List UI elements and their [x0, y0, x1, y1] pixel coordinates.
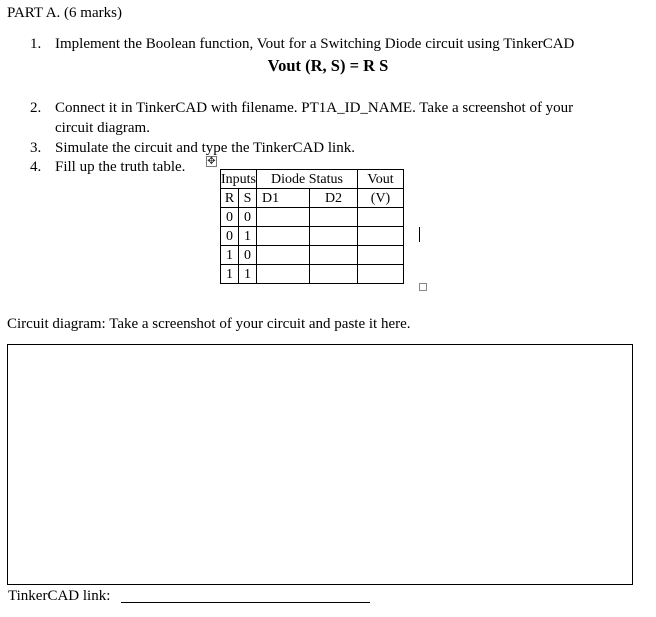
s-cell: 0: [239, 208, 257, 227]
r-header: R: [221, 189, 239, 208]
d2-cell[interactable]: [310, 246, 358, 265]
table-row: [221, 246, 404, 265]
text-cursor: [419, 227, 420, 242]
r-cell: 0: [221, 208, 239, 227]
task-text: Implement the Boolean function, Vout for a Switching Diode circuit using TinkerCAD: [55, 36, 575, 52]
task-number: 3.: [30, 140, 42, 156]
diode-status-header: Diode Status: [257, 170, 358, 189]
table-row: [221, 227, 404, 246]
r-cell: 1: [221, 246, 239, 265]
s-header: S: [239, 189, 257, 208]
circuit-paste-area[interactable]: [7, 344, 633, 585]
task-item-1: [0, 36, 656, 56]
table-header-row: [221, 170, 404, 189]
part-title: PART A. (6 marks): [7, 5, 122, 21]
table-resize-handle[interactable]: [419, 283, 427, 291]
d2-cell[interactable]: [310, 227, 358, 246]
task-text: Fill up the truth table.: [55, 159, 186, 175]
tinkercad-link-field[interactable]: [121, 602, 370, 603]
s-cell: 1: [239, 265, 257, 284]
vout-unit-header: (V): [358, 189, 404, 208]
vout-cell[interactable]: [358, 227, 404, 246]
table-subheader-row: [221, 189, 404, 208]
vout-cell[interactable]: [358, 246, 404, 265]
s-cell: 1: [239, 227, 257, 246]
d1-cell[interactable]: [257, 265, 310, 284]
task-text-line2: circuit diagram.: [55, 120, 150, 136]
d1-header: D1: [257, 189, 310, 208]
d1-cell[interactable]: [257, 246, 310, 265]
r-cell: 1: [221, 265, 239, 284]
task-text: Simulate the circuit and type the TinkerCAD link.: [55, 140, 355, 156]
table-row: [221, 265, 404, 284]
boolean-formula: Vout (R, S) = R S: [267, 56, 389, 75]
circuit-diagram-label: Circuit diagram: Take a screenshot of your circuit and paste it here.: [7, 316, 411, 332]
inputs-header: Inputs: [221, 171, 256, 187]
d2-header: D2: [310, 189, 358, 208]
task-number: 4.: [30, 159, 42, 175]
d2-cell[interactable]: [310, 265, 358, 284]
task-text-line1: Connect it in TinkerCAD with filename. PT1A_ID_NAME. Take a screenshot of your: [55, 100, 574, 116]
vout-header: Vout: [358, 170, 404, 189]
task-number: 1.: [30, 36, 42, 52]
move-handle-icon[interactable]: ✥: [207, 156, 216, 167]
truth-table: [220, 169, 404, 284]
tinkercad-link-label: TinkerCAD link:: [8, 588, 111, 604]
vout-cell[interactable]: [358, 208, 404, 227]
task-number: 2.: [30, 100, 42, 116]
d2-cell[interactable]: [310, 208, 358, 227]
s-cell: 0: [239, 246, 257, 265]
d1-cell[interactable]: [257, 227, 310, 246]
task-list: [0, 36, 656, 175]
vout-cell[interactable]: [358, 265, 404, 284]
d1-cell[interactable]: [257, 208, 310, 227]
table-row: [221, 208, 404, 227]
r-cell: 0: [221, 227, 239, 246]
